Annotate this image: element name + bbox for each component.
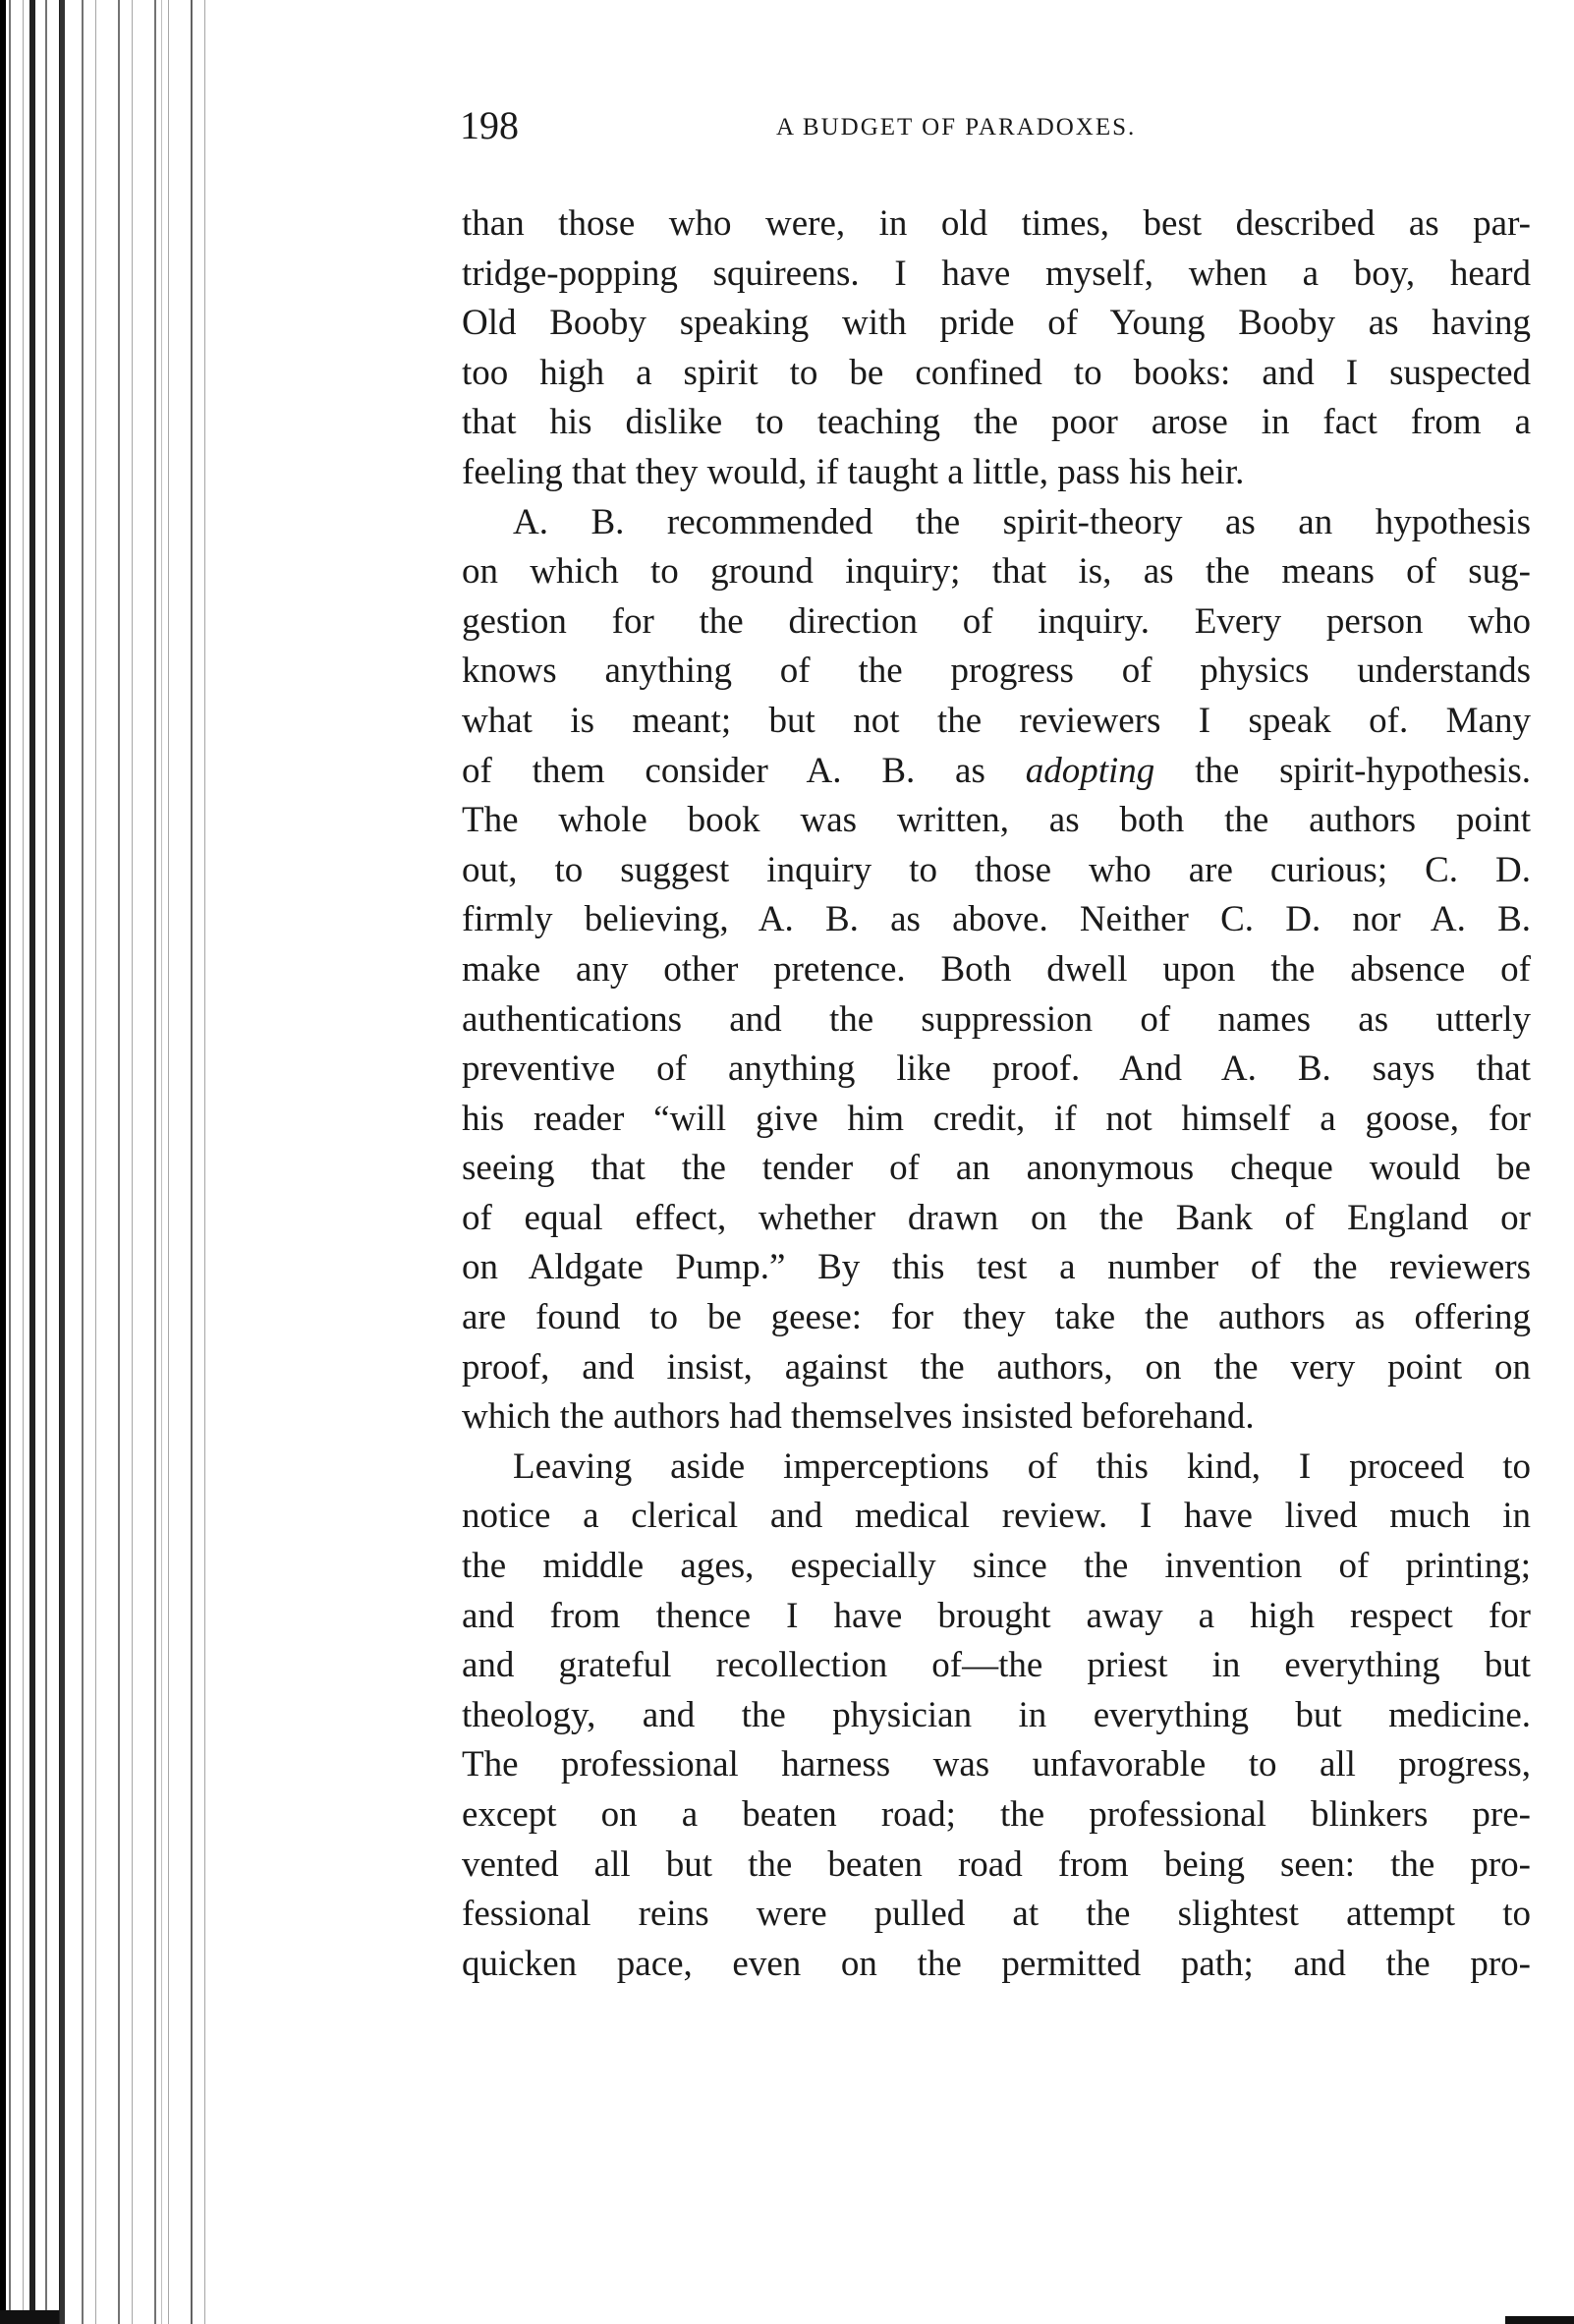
text-line: his reader “will give him credit, if not himself a goose, for: [462, 1098, 1531, 1139]
text-line: fessional reins were pulled at the slightest attempt to: [462, 1894, 1531, 1935]
text-line: than those who were, in old times, best described as par-: [462, 203, 1531, 244]
text-segment: of them consider A. B. as: [462, 750, 1026, 791]
page-number: 198: [460, 103, 519, 147]
text-line: out, to suggest inquiry to those who are curious; C. D.: [462, 849, 1531, 890]
text-line: seeing that the tender of an anonymous cheque would be: [462, 1148, 1531, 1189]
text-line: tridge-popping squireens. I have myself, when a boy, heard: [462, 253, 1531, 294]
text-line: quicken pace, even on the permitted path; and the pro-: [462, 1943, 1531, 1984]
text-line: make any other pretence. Both dwell upon the absence of: [462, 948, 1531, 990]
body-text: [462, 199, 1531, 1989]
scan-edge-mark: [1505, 2316, 1574, 2324]
text-line: firmly believing, A. B. as above. Neither C. D. nor A. B.: [462, 899, 1531, 940]
running-title: A BUDGET OF PARADOXES.: [776, 114, 1137, 141]
text-line: The professional harness was unfavorable to all progress,: [462, 1744, 1531, 1786]
text-line: feeling that they would, if taught a little, pass his heir.: [462, 451, 1245, 492]
text-line: notice a clerical and medical review. I have lived much in: [462, 1496, 1531, 1537]
text-line: preventive of anything like proof. And A. B. says that: [462, 1049, 1531, 1090]
text-line: except on a beaten road; the professional blinkers pre-: [462, 1794, 1531, 1835]
text-line: theology, and the physician in everything but medicine.: [462, 1694, 1531, 1735]
text-line: too high a spirit to be confined to books: and I suspected: [462, 352, 1531, 393]
text-line: proof, and insist, against the authors, on the very point on: [462, 1346, 1531, 1388]
text-line: are found to be geese: for they take the authors as offering: [462, 1297, 1531, 1338]
text-line: gestion for the direction of inquiry. Every person who: [462, 600, 1531, 642]
text-line: vented all but the beaten road from being seen: the pro-: [462, 1843, 1531, 1885]
text-line: and from thence I have brought away a high respect for: [462, 1595, 1531, 1636]
text-line: authentications and the suppression of names as utterly: [462, 998, 1531, 1040]
text-line: that his dislike to teaching the poor arose in fact from a: [462, 402, 1531, 443]
text-line: on Aldgate Pump.” By this test a number of the reviewers: [462, 1247, 1531, 1288]
text-line: Old Booby speaking with pride of Young Booby as having: [462, 303, 1531, 344]
italic-word: adopting: [1025, 750, 1155, 791]
text-line: which the authors had themselves insisted beforehand.: [462, 1396, 1255, 1438]
text-line: [462, 747, 1531, 797]
text-line: Leaving aside imperceptions of this kind, I proceed to: [513, 1445, 1531, 1487]
text-line: the middle ages, especially since the invention of printing;: [462, 1546, 1531, 1587]
text-line: of equal effect, whether drawn on the Bank of England or: [462, 1197, 1531, 1238]
text-line: what is meant; but not the reviewers I speak of. Many: [462, 700, 1531, 741]
text-line: A. B. recommended the spirit-theory as an hypothesis: [513, 501, 1531, 542]
text-segment: the spirit-hypothesis.: [1154, 750, 1531, 791]
text-line: on which to ground inquiry; that is, as the means of sug-: [462, 551, 1531, 593]
text-line: The whole book was written, as both the authors point: [462, 800, 1531, 841]
text-line: knows anything of the progress of physics understands: [462, 651, 1531, 692]
text-line: and grateful recollection of—the priest in everything but: [462, 1645, 1531, 1686]
scan-edge-mark: [0, 2310, 59, 2324]
page-gutter-shadow: [147, 0, 216, 2324]
